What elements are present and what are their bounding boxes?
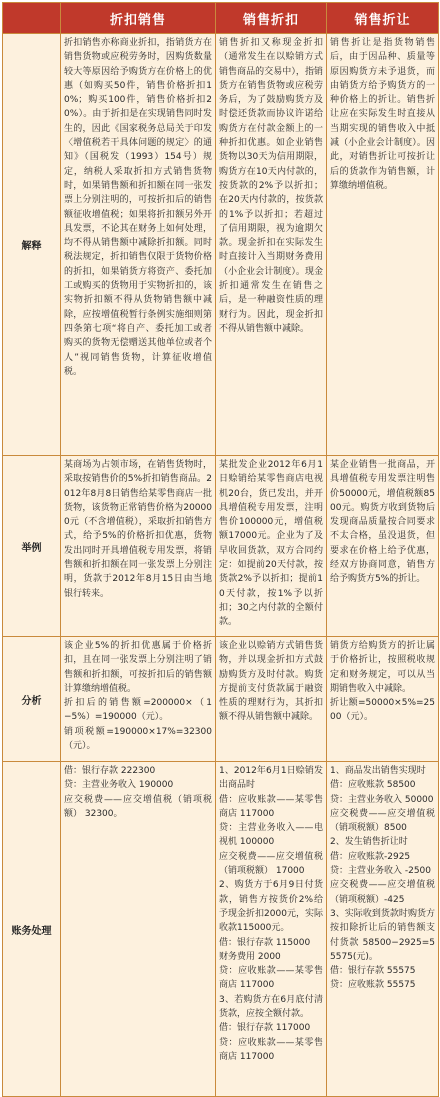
header-sales-allowance: 销售折让: [327, 3, 439, 34]
row-example: [3, 456, 439, 637]
cell-analysis-discount-sales: 该企业5%的折扣优惠属于价格折扣，且在同一张发票上分别注明了销售额和折扣额，可按折扣后的销售额计算缴纳增值税。 折扣后的销售额=200000×（1−5%）=190000（元）。 销项税额=190000×17%=32300（元）。: [61, 637, 216, 762]
cell-explanation-discount-sales: 折扣销售亦称商业折扣，指销货方在销售货物或应税劳务时，因购货数量较大等原因给予购货方在价格上的优惠（如购买50件，销售价格折扣10%；购买100件，销售价格折扣20%）。由于折扣是在实现销售同时发生的，因此《国家税务总局关于印发〈增值税若干具体问题的规定〉的通知》（国税发（1993）154号）规定，纳税人采取折扣方式销售货物时，如果销售额和折扣额在同一张发票上分别注明的，可按折扣后的销售额征收增值税；如果将折扣额另外开具发票，不论其在财务上如何处理，均不得从销售额中减除折扣额。同时税法规定，折扣销售仅限于货物价格的折扣，如果销货方将资产、委托加工或购买的货物用于实物折扣的，该实物折扣额不得从货物销售额中减除，应按增值税暂行条例实施细则第四条第七项“将自产、委托加工或者购买的货物无偿赠送其他单位或者个人”视同销售货物，计算征收增值税。: [61, 34, 216, 456]
cell-accounting-discount-sales: 借：银行存款 222300 贷：主营业务收入 190000 应交税费——应交增值税（销项税额） 32300。: [61, 762, 216, 1097]
cell-analysis-sales-discount: 该企业以赊销方式销售货物，并以现金折扣方式鼓励购货方及时付款。购货方提前支付货款属于融资性质的理财行为，其折扣额不得从销售额中减除。: [216, 637, 327, 762]
cell-explanation-sales-discount: 销售折扣又称现金折扣（通常发生在以赊销方式销售商品的交易中），指销货方在销售货物或应税劳务后，为了鼓励购货方及时偿还货款而协议许诺给购货方在付款金额上的一种折扣优惠。如企业销售货物以30天为信用期限，购货方在10天内付款的，按货款的2%予以折扣；在20天内付款的，按货款的1%予以折扣；若超过了信用期限，视为逾期欠款。现金折扣在实际发生时直接计入当期财务费用（小企业会计制度）。现金折扣通常发生在销售之后，是一种融资性质的理财行为。因此，现金折扣不得从销售额中减除。: [216, 34, 327, 456]
cell-example-sales-discount: 某批发企业2012年6月1日赊销给某零售商店电视机20台，货已发出，并开具增值税专用发票，注明售价100000元，增值税额17000元。企业为了及早收回货款，双方合同约定：如提前20天付款，按货款2%予以折扣；提前10天付款，按1%予以折扣；30之内付款的全额付款。: [216, 456, 327, 637]
row-analysis: [3, 637, 439, 762]
row-accounting: [3, 762, 439, 1097]
header-corner: [3, 3, 61, 34]
row-explanation: [3, 34, 439, 456]
comparison-table: [2, 2, 439, 1097]
cell-analysis-sales-allowance: 销货方给购货方的折让属于价格折让，按照税收规定和财务规定，可以从当期销售收入中减除。 折让额=50000×5%=2500（元）。: [327, 637, 439, 762]
cell-example-discount-sales: 某商场为占领市场，在销售货物时，采取按销售价的5%折扣销售商品。2012年8月8日销售给某零售商店一批货物，该货物正常销售价格为200000元（不含增值税），采取折扣销售方式，给予5%的价格折扣优惠，货物发出同时开具增值税专用发票，将销售额和折扣额在同一张发票上分别注明，货款于2012年8月15日由当地银行转来。: [61, 456, 216, 637]
header-sales-discount: 销售折扣: [216, 3, 327, 34]
header-row: [3, 3, 439, 34]
cell-explanation-sales-allowance: 销售折让是指货物销售后，由于因品种、质量等原因购货方未予退货，而由销货方给予购货方的一种价格上的折让。销售折让应在实际发生时直接从当期实现的销售收入中抵减（小企业会计制度）。因此，对销售折让可按折让后的货款作为销售额，计算缴纳增值税。: [327, 34, 439, 456]
row-label-explanation: 解释: [3, 34, 61, 456]
cell-accounting-sales-discount: 1、2012年6月1日赊销发出商品时 借：应收账款——某零售商店 117000 贷：主营业务收入——电视机 100000 应交税费——应交增值税（销项税额） 17000 2、购货方于6月9日付货款，销售方按货价2%给予现金折扣2000元，实际收款115000元。 借：银行存款 115000 财务费用 2000 贷：应收账款——某零售商店 117000 3、若购货方在6月底付清货款，应按全额付款。 借：银行存款 117000 贷：应收账款——某零售商店 117000: [216, 762, 327, 1097]
row-label-accounting: 账务处理: [3, 762, 61, 1097]
row-label-example: 举例: [3, 456, 61, 637]
cell-accounting-sales-allowance: 1、商品发出销售实现时 借：应收账款 58500 贷：主营业务收入 50000 应交税费——应交增值税（销项税额）8500 2、发生销售折让时 借：应收账款-2925 贷：主营业务收入 -2500 应交税费——应交增值税（销项税额）-425 3、实际收到货款时购货方按扣除折让后的销售额支付货款 58500−2925=55575(元)。 借：银行存款 55575 贷：应收账款 55575: [327, 762, 439, 1097]
row-label-analysis: 分析: [3, 637, 61, 762]
header-discount-sales: 折扣销售: [61, 3, 216, 34]
cell-example-sales-allowance: 某企业销售一批商品，开具增值税专用发票注明售价50000元，增值税额8500元。购货方收到货物后发现商品质量按合同要求不太合格，虽没退货，但要求在价格上给予优惠，经双方协商同意，销售方给予购货方5%的折让。: [327, 456, 439, 637]
